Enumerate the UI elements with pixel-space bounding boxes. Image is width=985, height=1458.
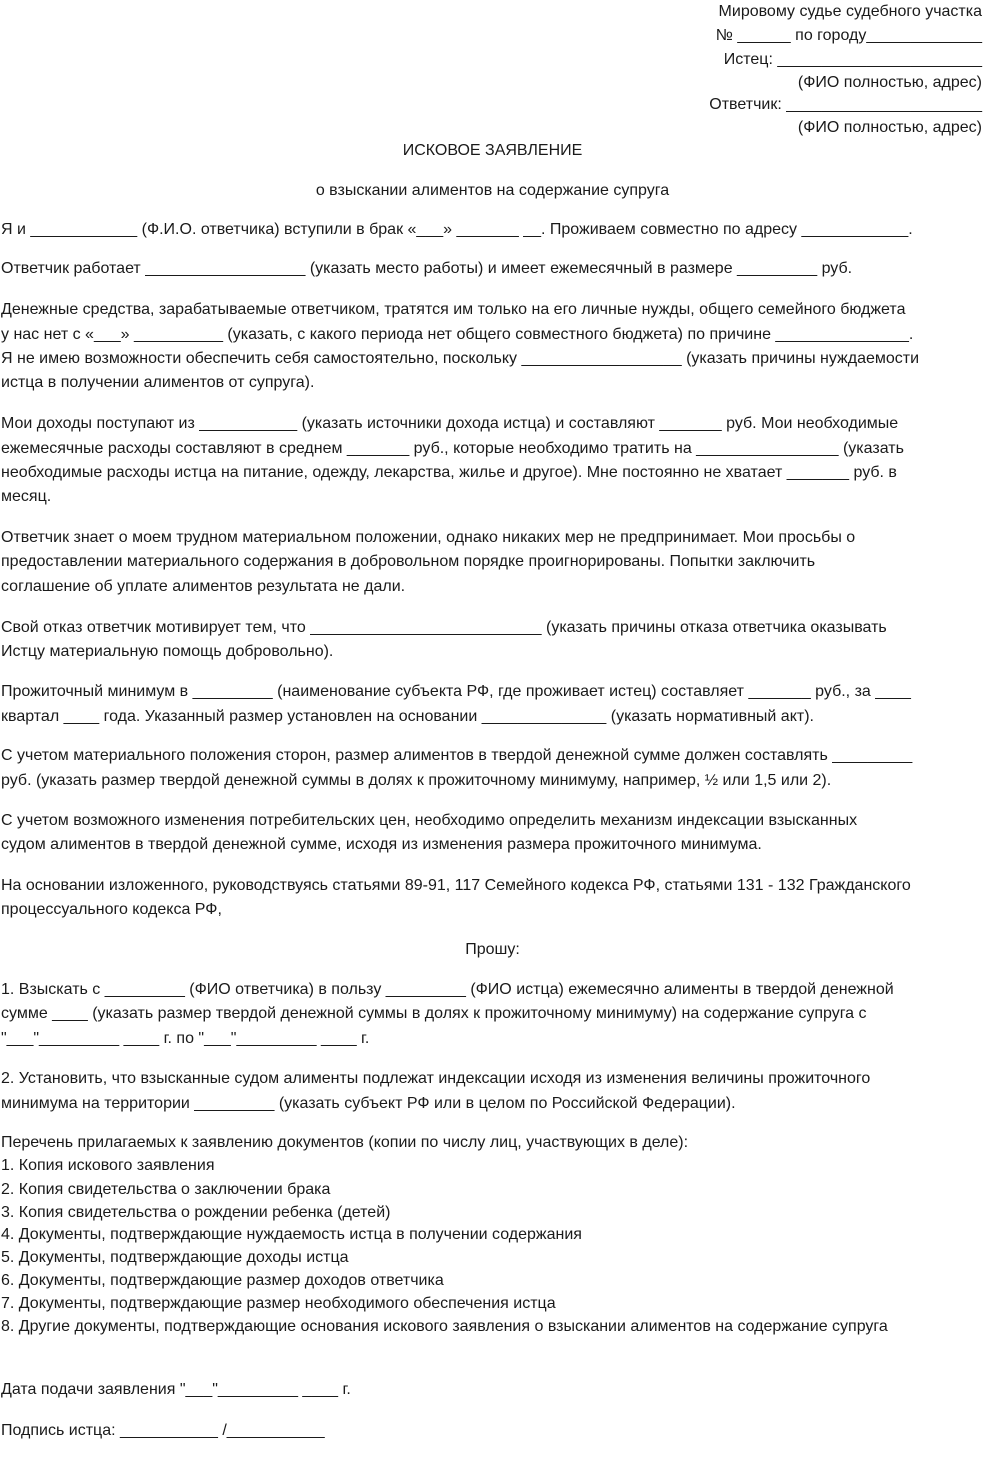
request-line: "___"_________ ____ г. по "___"_________ ____ г. [1,1030,370,1047]
request-line: сумме ____ (указать размер твердой денежной суммы в долях к прожиточному минимуму) на содержание супруга с [1,1005,867,1022]
paragraph-line: Я и ____________ (Ф.И.О. ответчика) вступили в брак «___» _______ __. Проживаем совместно по адресу ____________. [1,221,913,238]
request-line: 2. Установить, что взысканные судом алименты подлежат индексации исходя из изменения величины прожиточного [1,1070,871,1087]
request-heading: Прошу: [465,941,520,958]
attachment-item: 3. Копия свидетельства о рождении ребенка (детей) [1,1204,391,1221]
paragraph-line: месяц. [1,488,52,505]
paragraph-line: предоставлении материального содержания в добровольном порядке проигнорированы. Попытки заключить [1,553,816,570]
paragraph-line: Мои доходы поступают из ___________ (указать источники дохода истца) и составляют _______ руб. Мои необходимые [1,415,899,432]
paragraph-line: у нас нет с «___» __________ (указать, с какого периода нет общего совместного бюджета) по причине _______________. [1,326,914,343]
paragraph-line: С учетом возможного изменения потребительских цен, необходимо определить механизм индексации взысканных [1,812,858,829]
request-line: минимума на территории _________ (указать субъект РФ или в целом по Российской Федерации). [1,1095,736,1112]
paragraph-line: Ответчик знает о моем трудном материальном положении, однако никаких мер не предпринимает. Мои просьбы о [1,529,856,546]
attachment-item: 5. Документы, подтверждающие доходы истца [1,1249,349,1266]
paragraph-line: ежемесячные расходы составляют в среднем _______ руб., которые необходимо тратить на ________________ (указать [1,440,904,457]
paragraph-line: соглашение об уплате алиментов результата не дали. [1,578,406,595]
plaintiff-field: Истец: _______________________ [723,51,982,68]
attachment-item: 8. Другие документы, подтверждающие основания искового заявления о взыскании алиментов на содержание супруга [1,1318,888,1335]
paragraph-line: квартал ____ года. Указанный размер установлен на основании ______________ (указать нормативный акт). [1,708,814,725]
attachment-item: 4. Документы, подтверждающие нуждаемость истца в получении содержания [1,1226,582,1243]
plaintiff-hint: (ФИО полностью, адрес) [797,74,982,91]
addressee-court: Мировому судье судебного участка [718,3,982,20]
paragraph-line: С учетом материального положения сторон, размер алиментов в твердой денежной сумме должен составлять _________ [1,747,913,764]
attachment-item: 6. Документы, подтверждающие размер доходов ответчика [1,1272,444,1289]
paragraph-line: Свой отказ ответчик мотивирует тем, что __________________________ (указать причины отказа ответчика оказывать [1,619,887,636]
paragraph-line: Истцу материальную помощь добровольно). [1,643,334,660]
paragraph-line: судом алиментов в твердой денежной сумме, исходя из изменения размера прожиточного минимума. [1,836,762,853]
attachments-heading: Перечень прилагаемых к заявлению документов (копии по числу лиц, участвующих в деле): [1,1134,689,1151]
paragraph-line: Денежные средства, зарабатываемые ответчиком, тратятся им только на его личные нужды, общего семейного бюджета [1,301,906,318]
request-line: 1. Взыскать с _________ (ФИО ответчика) в пользу _________ (ФИО истца) ежемесячно алименты в твердой денежной [1,981,894,998]
document-subtitle: о взыскании алиментов на содержание супруга [315,182,670,199]
attachment-item: 7. Документы, подтверждающие размер необходимого обеспечения истца [1,1295,556,1312]
paragraph-line: истца в получении алиментов от супруга). [1,374,315,391]
document-title: ИСКОВОЕ ЗАЯВЛЕНИЕ [402,142,583,159]
paragraph-line: Ответчик работает __________________ (указать место работы) и имеет ежемесячный в размере _________ руб. [1,260,853,277]
paragraph-line: На основании изложенного, руководствуясь статьями 89-91, 117 Семейного кодекса РФ, статьями 131 - 132 Гражданского [1,877,911,894]
paragraph-line: руб. (указать размер твердой денежной суммы в долях к прожиточному минимуму, например, ½ или 1,5 или 2). [1,772,832,789]
paragraph-line: необходимые расходы истца на питание, одежду, лекарства, жилье и другое). Мне постоянно не хватает _______ руб. в [1,464,897,481]
defendant-hint: (ФИО полностью, адрес) [797,119,982,136]
addressee-district: № ______ по городу_____________ [715,27,982,44]
paragraph-line: Я не имею возможности обеспечить себя самостоятельно, поскольку __________________ (указать причины нуждаемости [1,350,920,367]
attachment-item: 2. Копия свидетельства о заключении брака [1,1181,331,1198]
paragraph-line: Прожиточный минимум в _________ (наименование субъекта РФ, где проживает истец) составляет _______ руб., за ____ [1,683,911,700]
defendant-field: Ответчик: ______________________ [709,96,982,113]
attachment-item: 1. Копия искового заявления [1,1157,215,1174]
signature-line: Подпись истца: ___________ /___________ [1,1422,325,1439]
filing-date-line: Дата подачи заявления "___"_________ ____ г. [1,1381,351,1398]
paragraph-line: процессуального кодекса РФ, [1,901,222,918]
